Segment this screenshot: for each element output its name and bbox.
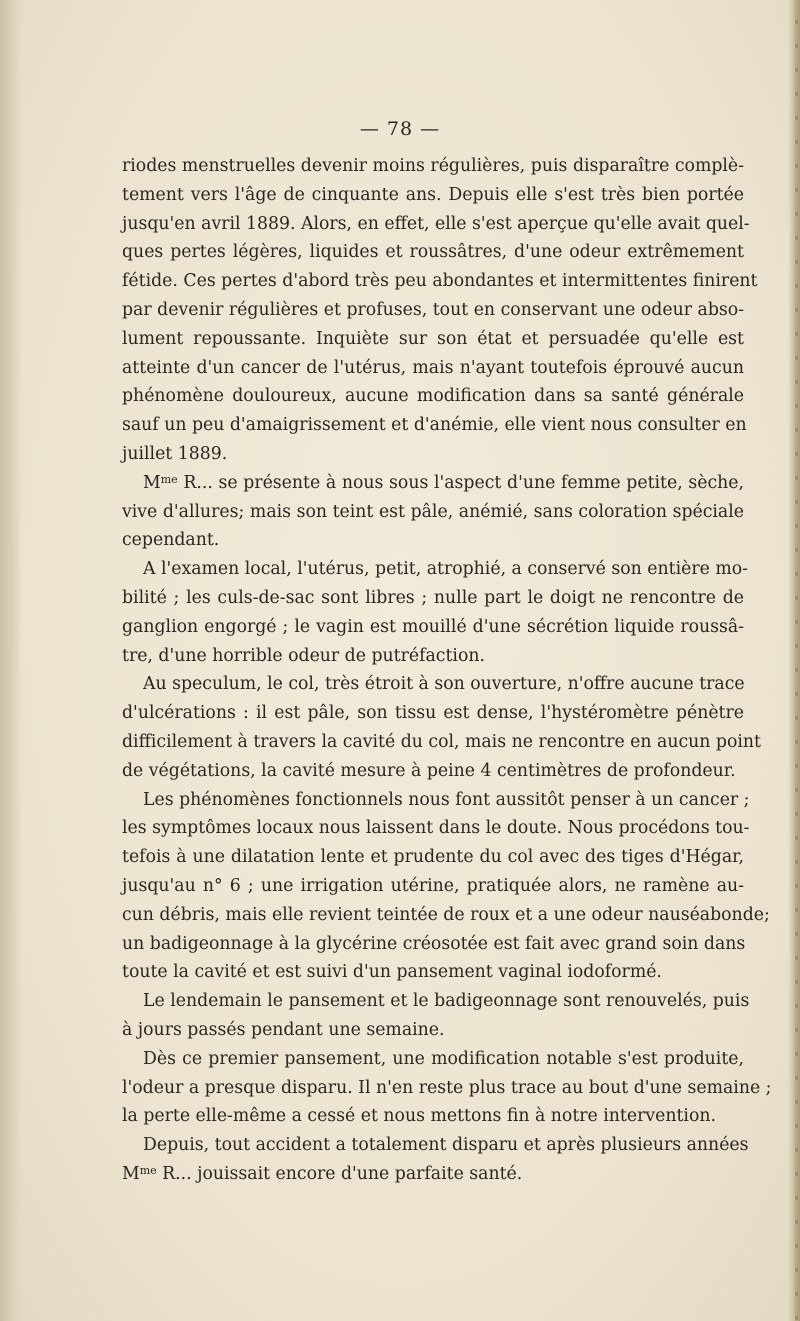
text-line: Les phénomènes fonctionnels nous font aussitôt penser à un cancer ; (143, 789, 750, 810)
paragraph (122, 555, 748, 670)
text-line: juillet 1889. (122, 443, 228, 464)
text-line (122, 469, 744, 498)
title-abbrev-sup: me (139, 1163, 157, 1177)
text-line: toute la cavité et est suivi d'un pansement vaginal iodoformé. (122, 962, 662, 983)
text-line: tefois à une dilatation lente et prudente du col avec des tiges d'Hégar, (122, 847, 744, 868)
text-line: ganglion engorgé ; le vagin est mouillé d'une sécrétion liquide roussâ- (122, 616, 744, 637)
page-right-edge-shadow (788, 0, 800, 1321)
text-line: Dès ce premier pansement, une modification notable s'est produite, (143, 1048, 744, 1069)
title-abbrev: M (122, 1163, 140, 1184)
text-line: la perte elle-même a cessé et nous mettons fin à notre intervention. (122, 1106, 716, 1127)
text-line: A l'examen local, l'utérus, petit, atrophié, a conservé son entière mo- (143, 559, 748, 580)
text-line: d'ulcérations : il est pâle, son tissu est dense, l'hystéromètre pénètre (122, 703, 744, 724)
paragraph (122, 786, 770, 988)
text-line: phénomène douloureux, aucune modification dans sa santé générale (122, 386, 744, 407)
text-line: Le lendemain le pansement et le badigeonnage sont renouvelés, puis (143, 991, 750, 1012)
text-line: l'odeur a presque disparu. Il n'en reste plus trace au bout d'une semaine ; (122, 1077, 772, 1098)
text-fragment: R... jouissait encore d'une parfaite santé. (156, 1163, 523, 1184)
text-line: difficilement à travers la cavité du col, mais ne rencontre en aucun point (122, 731, 761, 752)
paragraph (122, 670, 761, 785)
text-line: atteinte d'un cancer de l'utérus, mais n'ayant toutefois éprouvé aucun (122, 357, 744, 378)
text-line: tre, d'une horrible odeur de putréfaction. (122, 645, 485, 666)
title-abbrev-sup: me (160, 472, 178, 486)
text-line: vive d'allures; mais son teint est pâle, anémié, sans coloration spéciale (122, 501, 744, 522)
page-left-edge-shadow (0, 0, 22, 1321)
paragraph (122, 987, 750, 1045)
text-line: fétide. Ces pertes d'abord très peu abondantes et intermittentes finirent (122, 271, 758, 292)
text-line: lument repoussante. Inquiète sur son état et persuadée qu'elle est (122, 328, 744, 349)
text-line: à jours passés pendant une semaine. (122, 1019, 445, 1040)
text-line: bilité ; les culs-de-sac sont libres ; nulle part le doigt ne rencontre de (122, 587, 744, 608)
paragraph (122, 1045, 772, 1131)
text-fragment: R... se présente à nous sous l'aspect d'une femme petite, sèche, (177, 472, 744, 493)
text-line: sauf un peu d'amaigrissement et d'anémie, elle vient nous consulter en (122, 415, 747, 436)
text-line: Depuis, tout accident a totalement disparu et après plusieurs années (143, 1135, 749, 1156)
body-text (122, 152, 772, 1189)
text-line: cun débris, mais elle revient teintée de roux et a une odeur nauséabonde; (122, 904, 770, 925)
text-line: jusqu'en avril 1889. Alors, en effet, elle s'est aperçue qu'elle avait quel- (122, 213, 750, 234)
text-line: jusqu'au n° 6 ; une irrigation utérine, pratiquée alors, ne ramène au- (122, 875, 744, 896)
title-abbrev: M (143, 472, 161, 493)
text-line: par devenir régulières et profuses, tout en conservant une odeur abso- (122, 299, 744, 320)
paragraph (122, 152, 758, 469)
paragraph (122, 469, 744, 555)
text-line: riodes menstruelles devenir moins régulières, puis disparaître complè- (122, 156, 744, 176)
text-line: de végétations, la cavité mesure à peine 4 centimètres de profondeur. (122, 760, 736, 781)
text-line: Au speculum, le col, très étroit à son ouverture, n'offre aucune trace (143, 674, 745, 695)
page-number: — 78 — (359, 118, 441, 140)
text-line: cependant. (122, 530, 220, 551)
binding-strip (795, 0, 798, 1321)
text-line: tement vers l'âge de cinquante ans. Depuis elle s'est très bien portée (122, 184, 744, 205)
text-line (122, 1160, 744, 1189)
text-line: un badigeonnage à la glycérine créosotée est fait avec grand soin dans (122, 933, 746, 954)
text-line: ques pertes légères, liquides et roussâtres, d'une odeur extrêmement (122, 242, 744, 263)
paragraph (122, 1131, 749, 1189)
text-line: les symptômes locaux nous laissent dans le doute. Nous procédons tou- (122, 818, 750, 839)
